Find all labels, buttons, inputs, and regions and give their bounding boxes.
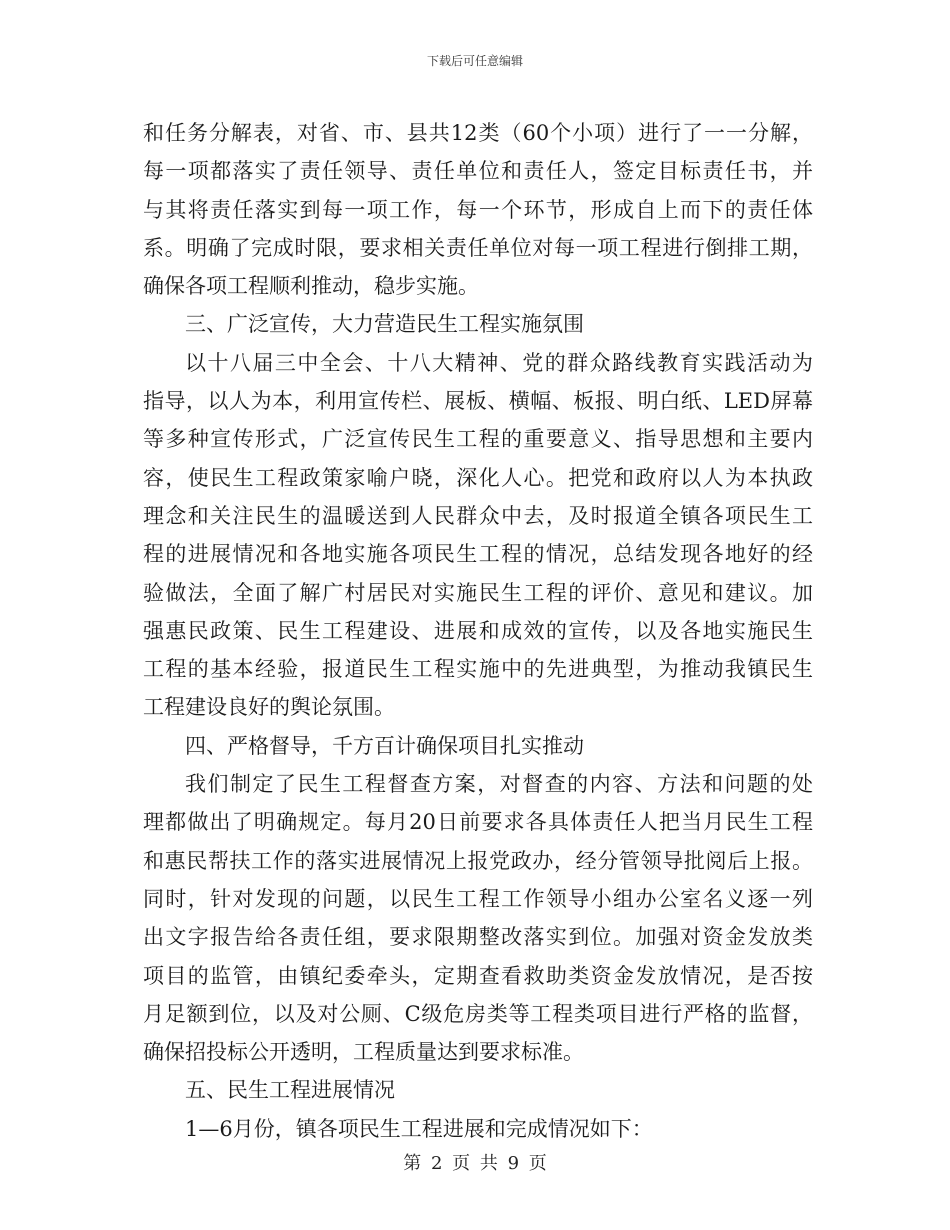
text-line: 等多种宣传形式，广泛宣传民生工程的重要意义、指导思想和主要内: [143, 427, 813, 452]
text-line: 理念和关注民生的温暖送到人民群众中去，及时报道全镇各项民生工: [143, 503, 813, 528]
text-line: 容，使民生工程政策家喻户晓，深化人心。把党和政府以人为本执政: [143, 465, 813, 490]
page-number: 第 2 页 共 9 页: [403, 1153, 547, 1174]
text-line: 与其将责任落实到每一项工作，每一个环节，形成自上而下的责任体: [143, 197, 813, 222]
section-heading: 五、民生工程进展情况: [185, 1078, 395, 1103]
text-line: 强惠民政策、民生工程建设、进展和成效的宣传，以及各地实施民生: [143, 618, 813, 643]
text-line: 指导，以人为本，利用宣传栏、展板、横幅、板报、明白纸、LED屏幕: [143, 389, 813, 414]
text-line: 同时，针对发现的问题，以民生工程工作领导小组办公室名义逐一列: [143, 886, 813, 911]
paragraph-first-line: 我们制定了民生工程督查方案，对督查的内容、方法和问题的处: [185, 772, 813, 797]
text-line: 月足额到位，以及对公厕、C级危房类等工程类项目进行严格的监督，: [143, 1001, 813, 1026]
text-line: 工程建设良好的舆论氛围。: [143, 695, 395, 720]
section-heading: 三、广泛宣传，大力营造民生工程实施氛围: [185, 312, 584, 337]
text-line: 和任务分解表，对省、市、县共12类（60个小项）进行了一一分解，: [143, 121, 813, 145]
document-body: [143, 114, 813, 1148]
text-line: 验做法，全面了解广村居民对实施民生工程的评价、意见和建议。加: [143, 580, 813, 605]
text-line: 和惠民帮扶工作的落实进展情况上报党政办，经分管领导批阅后上报。: [143, 848, 813, 873]
text-line: 确保各项工程顺利推动，稳步实施。: [143, 274, 479, 299]
text-line: 项目的监管，由镇纪委牵头，定期查看救助类资金发放情况，是否按: [143, 963, 813, 988]
text-line: 系。明确了完成时限，要求相关责任单位对每一项工程进行倒排工期，: [143, 235, 813, 260]
text-line: 工程的基本经验，报道民生工程实施中的先进典型，为推动我镇民生: [143, 657, 813, 682]
text-line: 每一项都落实了责任领导、责任单位和责任人，签定目标责任书，并: [143, 159, 813, 184]
paragraph-first-line: 以十八届三中全会、十八大精神、党的群众路线教育实践活动为: [185, 350, 813, 375]
text-line: 程的进展情况和各地实施各项民生工程的情况，总结发现各地好的经: [143, 542, 813, 567]
section-heading: 四、严格督导，千方百计确保项目扎实推动: [185, 733, 584, 758]
paragraph-first-line: 1—6月份，镇各项民生工程进展和完成情况如下：: [185, 1116, 653, 1141]
text-line: 理都做出了明确规定。每月20日前要求各具体责任人把当月民生工程: [143, 810, 813, 835]
text-line: 确保招投标公开透明，工程质量达到要求标准。: [143, 1040, 584, 1065]
text-line: 出文字报告给各责任组，要求限期整改落实到位。加强对资金发放类: [143, 925, 813, 950]
page-header: 下载后可任意编辑: [426, 54, 523, 68]
